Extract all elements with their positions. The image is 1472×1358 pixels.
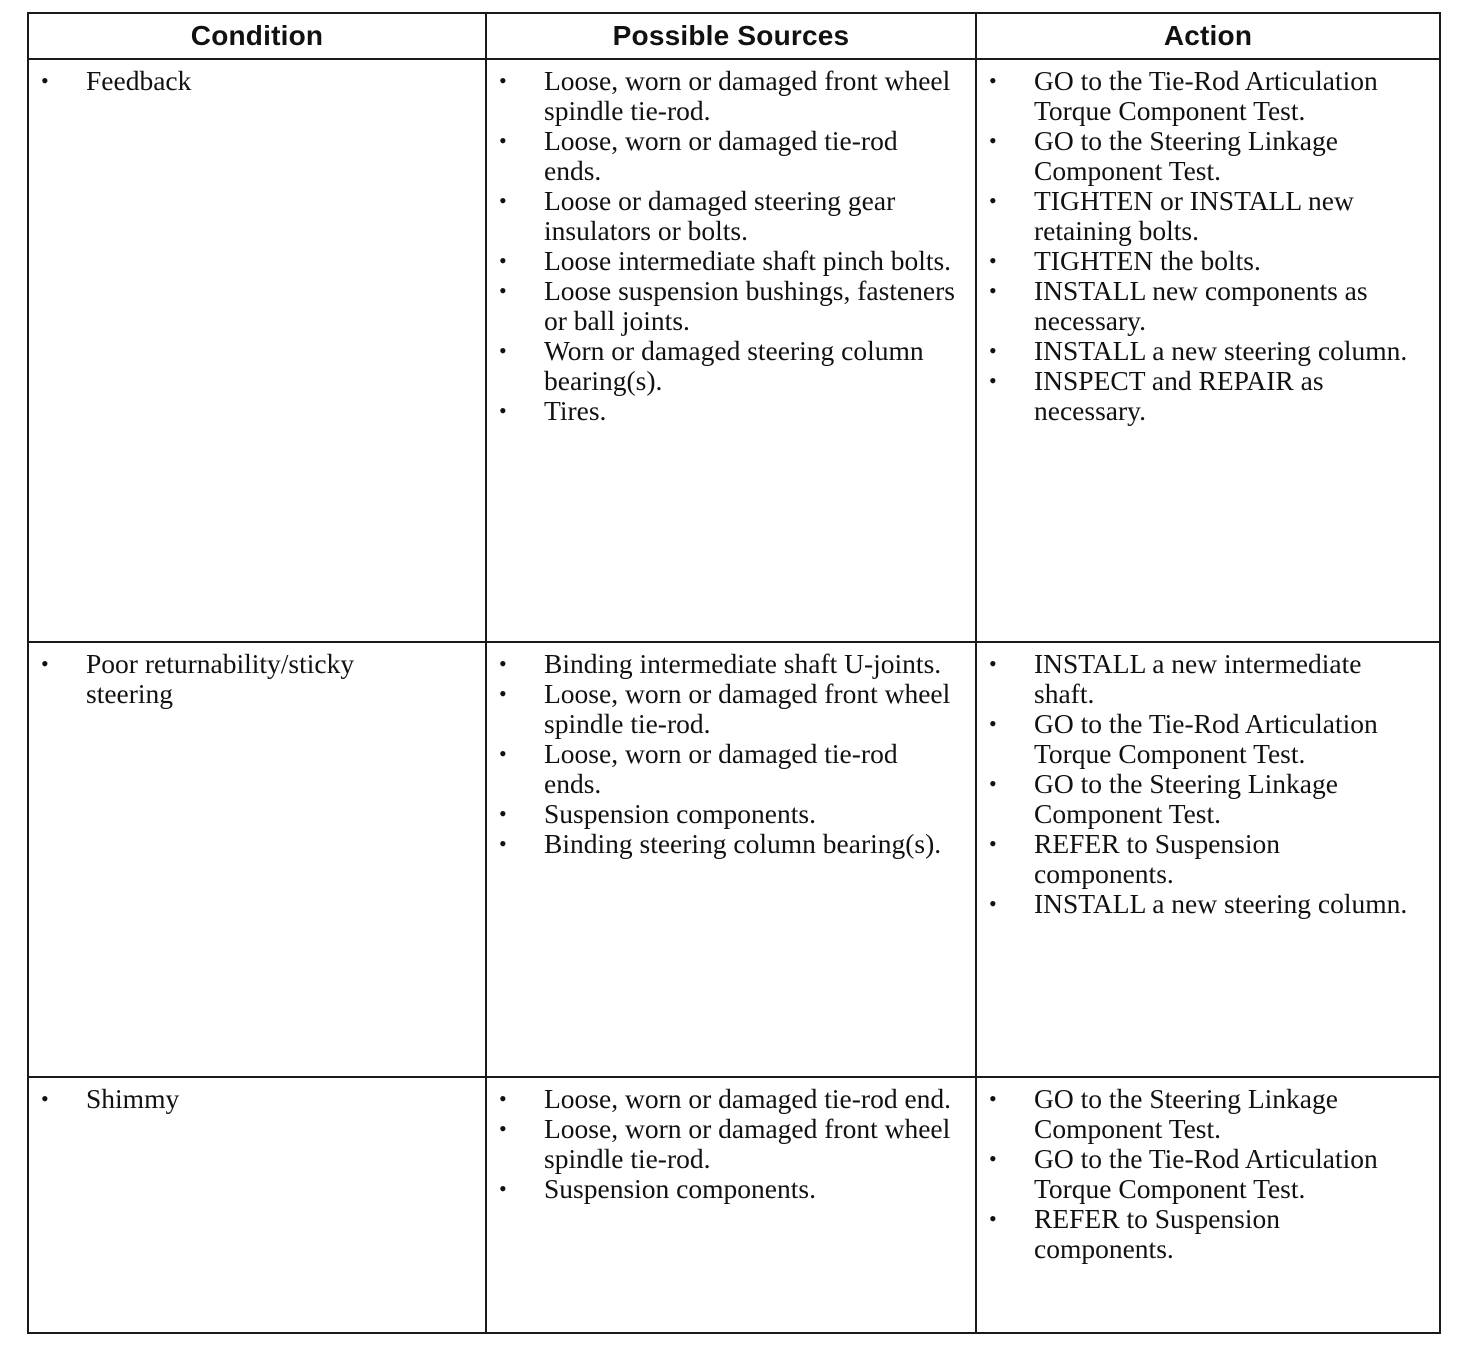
bullet-icon: • xyxy=(989,1086,997,1111)
bullet-icon: • xyxy=(989,1146,997,1171)
bullet-icon: • xyxy=(499,278,507,303)
list-item xyxy=(987,276,1423,336)
bullet-icon: • xyxy=(499,801,507,826)
condition-text: Poor returnability/sticky steering xyxy=(86,648,355,709)
list-item xyxy=(497,799,959,829)
list-item xyxy=(497,679,959,739)
source-text: Loose suspension bushings, fasteners or ball joints. xyxy=(544,275,955,336)
action-text: GO to the Tie-Rod Articulation Torque Component Test. xyxy=(1034,708,1378,769)
list-item xyxy=(497,336,959,396)
action-text: REFER to Suspension components. xyxy=(1034,828,1281,889)
action-text: INSTALL a new steering column. xyxy=(1034,888,1408,919)
bullet-icon: • xyxy=(989,711,997,736)
list-item xyxy=(987,1084,1423,1144)
sources-cell xyxy=(486,59,976,642)
action-cell xyxy=(976,642,1440,1077)
source-text: Loose or damaged steering gear insulators or bolts. xyxy=(544,185,896,246)
list-item xyxy=(987,889,1423,919)
table-row-feedback xyxy=(28,59,1440,642)
list-item xyxy=(987,186,1423,246)
table-row-poor-returnability xyxy=(28,642,1440,1077)
table-row-shimmy xyxy=(28,1077,1440,1333)
bullet-icon: • xyxy=(41,68,49,93)
bullet-icon: • xyxy=(989,338,997,363)
action-header: Action xyxy=(976,13,1440,59)
action-text: INSTALL a new steering column. xyxy=(1034,335,1408,366)
list-item xyxy=(497,396,959,426)
source-text: Loose intermediate shaft pinch bolts. xyxy=(544,245,952,276)
list-item xyxy=(39,1084,469,1114)
action-text: GO to the Tie-Rod Articulation Torque Component Test. xyxy=(1034,65,1378,126)
bullet-icon: • xyxy=(499,1116,507,1141)
list-item xyxy=(987,66,1423,126)
bullet-icon: • xyxy=(989,278,997,303)
list-item xyxy=(987,336,1423,366)
source-text: Loose, worn or damaged front wheel spindle tie-rod. xyxy=(544,65,951,126)
action-text: INSTALL new components as necessary. xyxy=(1034,275,1368,336)
list-item xyxy=(497,246,959,276)
list-item xyxy=(497,1114,959,1174)
list-item xyxy=(987,1204,1423,1264)
bullet-icon: • xyxy=(499,681,507,706)
list-item xyxy=(987,769,1423,829)
condition-text: Feedback xyxy=(86,65,192,96)
list-item xyxy=(497,186,959,246)
bullet-icon: • xyxy=(499,1176,507,1201)
list-item xyxy=(987,829,1423,889)
bullet-icon: • xyxy=(989,1206,997,1231)
source-text: Suspension components. xyxy=(544,1173,816,1204)
diagnosis-table xyxy=(27,12,1441,1334)
action-cell xyxy=(976,59,1440,642)
header-row xyxy=(28,13,1440,59)
list-item xyxy=(497,829,959,859)
source-text: Loose, worn or damaged tie-rod ends. xyxy=(544,738,898,799)
action-text: REFER to Suspension components. xyxy=(1034,1203,1281,1264)
list-item xyxy=(987,366,1423,426)
bullet-icon: • xyxy=(499,741,507,766)
action-cell xyxy=(976,1077,1440,1333)
bullet-icon: • xyxy=(499,1086,507,1111)
list-item xyxy=(987,1144,1423,1204)
condition-cell xyxy=(28,1077,486,1333)
bullet-icon: • xyxy=(499,68,507,93)
bullet-icon: • xyxy=(41,651,49,676)
list-item xyxy=(987,126,1423,186)
list-item xyxy=(39,66,469,96)
action-text: TIGHTEN the bolts. xyxy=(1034,245,1261,276)
source-text: Suspension components. xyxy=(544,798,816,829)
list-item xyxy=(987,649,1423,709)
bullet-icon: • xyxy=(499,338,507,363)
action-text: GO to the Steering Linkage Component Test. xyxy=(1034,125,1338,186)
bullet-icon: • xyxy=(499,188,507,213)
source-text: Loose, worn or damaged front wheel spindle tie-rod. xyxy=(544,678,951,739)
bullet-icon: • xyxy=(989,248,997,273)
condition-text: Shimmy xyxy=(86,1083,180,1114)
condition-cell xyxy=(28,642,486,1077)
action-text: GO to the Steering Linkage Component Test. xyxy=(1034,768,1338,829)
source-text: Loose, worn or damaged tie-rod ends. xyxy=(544,125,898,186)
diagnosis-chart xyxy=(27,12,1439,1332)
bullet-icon: • xyxy=(989,368,997,393)
action-text: INSPECT and REPAIR as necessary. xyxy=(1034,365,1324,426)
bullet-icon: • xyxy=(499,831,507,856)
list-item xyxy=(39,649,469,709)
source-text: Binding steering column bearing(s). xyxy=(544,828,942,859)
list-item xyxy=(497,1084,959,1114)
sources-cell xyxy=(486,642,976,1077)
sources-cell xyxy=(486,1077,976,1333)
bullet-icon: • xyxy=(41,1086,49,1111)
list-item xyxy=(497,276,959,336)
action-text: GO to the Steering Linkage Component Test. xyxy=(1034,1083,1338,1144)
list-item xyxy=(497,66,959,126)
list-item xyxy=(497,739,959,799)
list-item xyxy=(987,246,1423,276)
bullet-icon: • xyxy=(499,128,507,153)
bullet-icon: • xyxy=(499,398,507,423)
action-text: GO to the Tie-Rod Articulation Torque Component Test. xyxy=(1034,1143,1378,1204)
list-item xyxy=(497,649,959,679)
bullet-icon: • xyxy=(499,651,507,676)
list-item xyxy=(497,126,959,186)
bullet-icon: • xyxy=(989,891,997,916)
condition-cell xyxy=(28,59,486,642)
condition-header: Condition xyxy=(28,13,486,59)
bullet-icon: • xyxy=(989,128,997,153)
source-text: Loose, worn or damaged front wheel spindle tie-rod. xyxy=(544,1113,951,1174)
source-text: Worn or damaged steering column bearing(s). xyxy=(544,335,924,396)
bullet-icon: • xyxy=(989,188,997,213)
source-text: Tires. xyxy=(544,395,607,426)
source-text: Loose, worn or damaged tie-rod end. xyxy=(544,1083,952,1114)
bullet-icon: • xyxy=(989,831,997,856)
bullet-icon: • xyxy=(989,68,997,93)
list-item xyxy=(497,1174,959,1204)
bullet-icon: • xyxy=(989,771,997,796)
bullet-icon: • xyxy=(499,248,507,273)
action-text: TIGHTEN or INSTALL new retaining bolts. xyxy=(1034,185,1354,246)
bullet-icon: • xyxy=(989,651,997,676)
action-text: INSTALL a new intermediate shaft. xyxy=(1034,648,1362,709)
source-text: Binding intermediate shaft U-joints. xyxy=(544,648,942,679)
list-item xyxy=(987,709,1423,769)
possible-sources-header: Possible Sources xyxy=(486,13,976,59)
